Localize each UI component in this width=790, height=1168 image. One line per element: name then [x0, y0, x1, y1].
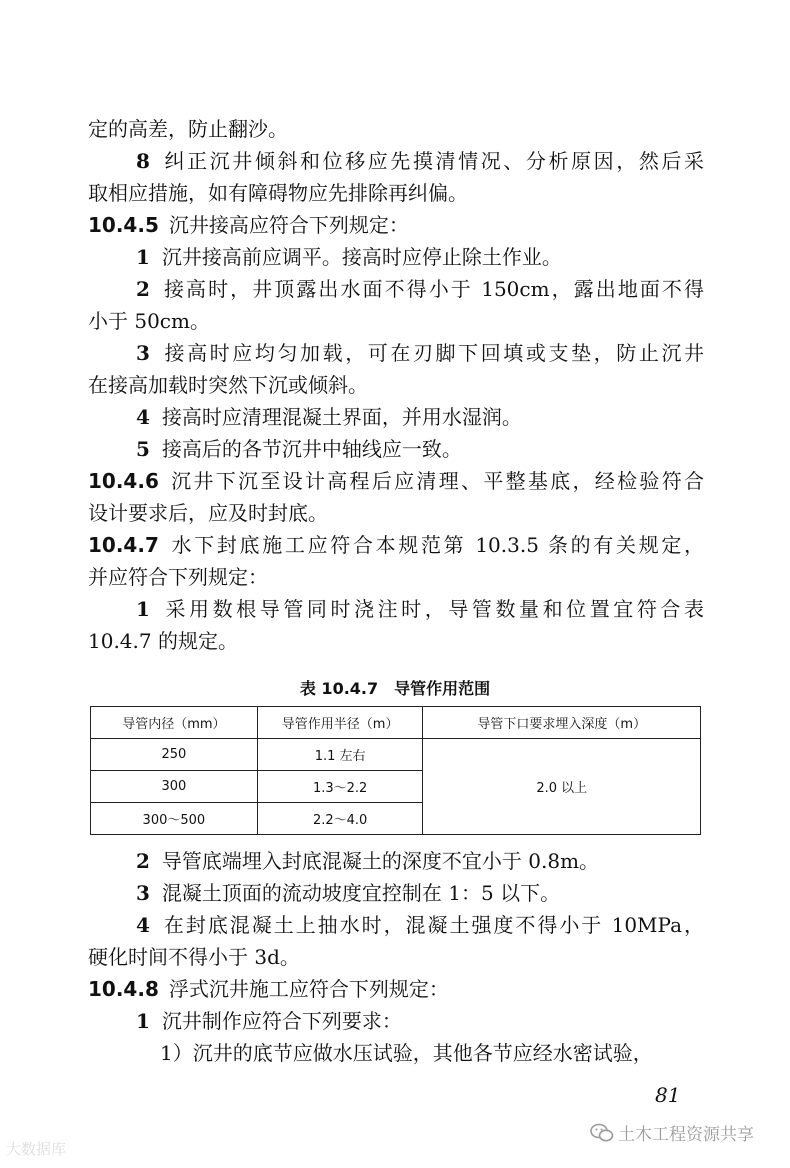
item-number: 4	[136, 405, 150, 429]
list-item: 1 沉井制作应符合下列要求：	[136, 1009, 402, 1033]
paragraph-line: 设计要求后，应及时封底。	[88, 501, 328, 525]
table-cell: 1.3～2.2	[257, 771, 423, 803]
page-number: 81	[655, 1083, 681, 1107]
item-number: 1	[136, 245, 150, 269]
table-header-cell: 导管下口要求埋入深度（m）	[423, 707, 701, 739]
paragraph-line: 并应符合下列规定：	[88, 565, 268, 589]
item-number: 2	[136, 849, 150, 873]
list-item: 1 沉井接高前应调平。接高时应停止除土作业。	[136, 245, 562, 269]
clause-number: 10.4.6	[88, 469, 159, 493]
clause-heading: 10.4.5 沉井接高应符合下列规定：	[88, 213, 409, 237]
item-number: 5	[136, 437, 150, 461]
list-item: 3 接高时应均匀加载，可在刃脚下回填或支垫，防止沉井	[136, 341, 704, 365]
paragraph-line: 硬化时间不得小于 3d。	[88, 945, 300, 969]
clause-heading: 10.4.6 沉井下沉至设计高程后应清理、平整基底，经检验符合	[88, 469, 704, 493]
clause-number: 10.4.7	[88, 533, 159, 557]
list-item: 3 混凝土顶面的流动坡度宜控制在 1：5 以下。	[136, 881, 561, 905]
table-cell: 1.1 左右	[257, 739, 423, 771]
table-cell: 300～500	[91, 803, 258, 835]
list-item: 1 采用数根导管同时浇注时，导管数量和位置宜符合表	[136, 597, 704, 621]
table-cell: 300	[91, 771, 258, 803]
watermark-right: 土木工程资源共享	[590, 1120, 754, 1145]
paragraph-line: 取相应措施，如有障碍物应先排除再纠偏。	[88, 181, 468, 205]
list-item: 4 在封底混凝土上抽水时，混凝土强度不得小于 10MPa，	[136, 913, 704, 937]
paragraph-line: 小于 50cm。	[88, 309, 210, 333]
paragraph-line: 10.4.7 的规定。	[88, 629, 238, 653]
table-cell: 2.2～4.0	[257, 803, 423, 835]
item-number: 1	[136, 597, 150, 621]
clause-number: 10.4.5	[88, 213, 159, 237]
table-header-cell: 导管内径（mm）	[91, 707, 258, 739]
table-header-row	[91, 707, 701, 739]
item-number: 1	[136, 1009, 150, 1033]
item-number: 3	[136, 881, 150, 905]
item-number: 3	[136, 341, 150, 365]
list-item: 2 导管底端埋入封底混凝土的深度不宜小于 0.8m。	[136, 849, 600, 873]
list-item: 2 接高时，井顶露出水面不得小于 150cm，露出地面不得	[136, 277, 704, 301]
list-item: 4 接高时应清理混凝土界面，并用水湿润。	[136, 405, 522, 429]
clause-heading: 10.4.8 浮式沉井施工应符合下列规定：	[88, 977, 449, 1001]
table-cell-depth: 2.0 以上	[423, 739, 701, 835]
item-number: 2	[136, 277, 150, 301]
watermark-left: 大数据库	[6, 1140, 67, 1158]
item-number: 8	[136, 149, 150, 173]
paragraph-line: 在接高加载时突然下沉或倾斜。	[88, 373, 368, 397]
paragraph-line: 定的高差，防止翻沙。	[88, 117, 288, 141]
sub-list-item: 1）沉井的底节应做水压试验，其他各节应经水密试验，	[160, 1041, 653, 1065]
table-cell: 250	[91, 739, 258, 771]
list-item: 5 接高后的各节沉井中轴线应一致。	[136, 437, 462, 461]
conduit-range-table	[90, 706, 701, 835]
table-row	[91, 739, 701, 771]
clause-number: 10.4.8	[88, 977, 159, 1001]
wechat-icon	[590, 1123, 614, 1143]
table-header-cell: 导管作用半径（m）	[257, 707, 423, 739]
clause-heading: 10.4.7 水下封底施工应符合本规范第 10.3.5 条的有关规定，	[88, 533, 704, 557]
item-number: 4	[136, 913, 150, 937]
table-title: 表 10.4.7 导管作用范围	[299, 679, 491, 698]
paragraph-line: 8 纠正沉井倾斜和位移应先摸清情况、分析原因，然后采	[136, 149, 704, 173]
